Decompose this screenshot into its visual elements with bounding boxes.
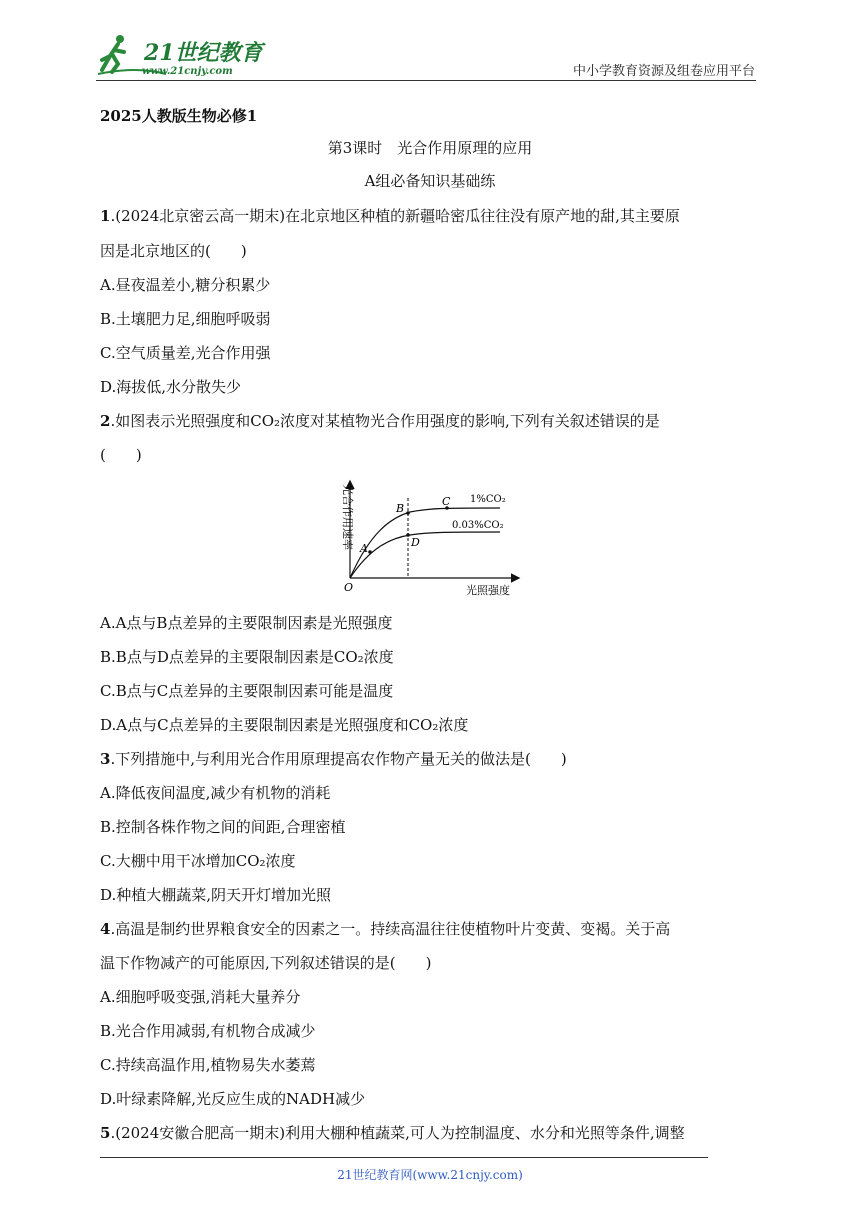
question-1-option-d: D.海拔低,水分散失少 (100, 378, 242, 396)
footer-divider (100, 1157, 708, 1158)
question-4-option-b: B.光合作用减弱,有机物合成减少 (100, 1022, 316, 1040)
question-4-stem-line-1: 4.高温是制约世界粮食安全的因素之一。持续高温往往使植物叶片变黄、变褐。关于高 (100, 920, 671, 938)
x-axis-label: 光照强度 (466, 584, 510, 597)
question-1-option-b: B.土壤肥力足,细胞呼吸弱 (100, 310, 271, 328)
question-1-stem-line-1: 1.(2024北京密云高一期末)在北京地区种植的新疆哈密瓜往往没有原产地的甜,其主要原 (100, 207, 680, 225)
footer-link[interactable]: 21世纪教育网(www.21cnjy.com) (337, 1168, 523, 1182)
question-3-option-c: C.大棚中用干冰增加CO₂浓度 (100, 852, 296, 870)
point-c-label: C (442, 495, 451, 508)
photosynthesis-graph (330, 478, 530, 600)
question-2-option-a: A.A点与B点差异的主要限制因素是光照强度 (100, 614, 393, 632)
question-number: 3 (100, 750, 111, 768)
origin-label: O (344, 581, 354, 594)
question-3-option-a: A.降低夜间温度,减少有机物的消耗 (100, 784, 331, 802)
point-a (368, 550, 372, 554)
question-4-option-d: D.叶绿素降解,光反应生成的NADH减少 (100, 1090, 366, 1108)
question-1-stem-line-2: 因是北京地区的( ) (100, 242, 247, 260)
site-logo (96, 30, 266, 80)
question-2-option-d: D.A点与C点差异的主要限制因素是光照强度和CO₂浓度 (100, 716, 469, 734)
question-1-option-a: A.昼夜温差小,糖分积累少 (100, 276, 271, 294)
question-1-option-c: C.空气质量差,光合作用强 (100, 344, 271, 362)
question-3-stem: 3.下列措施中,与利用光合作用原理提高农作物产量无关的做法是( ) (100, 750, 567, 768)
question-4-stem-line-2: 温下作物减产的可能原因,下列叙述错误的是( ) (100, 954, 432, 972)
question-number: 2 (100, 412, 111, 430)
platform-name: 中小学教育资源及组卷应用平台 (572, 64, 755, 79)
curve-1pct-co2 (350, 508, 500, 578)
question-2-stem-line-1: 2.如图表示光照强度和CO₂浓度对某植物光合作用强度的影响,下列有关叙述错误的是 (100, 412, 660, 430)
question-2-option-b: B.B点与D点差异的主要限制因素是CO₂浓度 (100, 648, 394, 666)
question-number: 5 (100, 1124, 111, 1142)
point-b-label: B (396, 502, 405, 515)
point-b (406, 511, 410, 515)
curve-003pct-label: 0.03%CO₂ (452, 520, 504, 531)
question-4-option-a: A.细胞呼吸变强,消耗大量养分 (100, 988, 301, 1006)
question-3-option-b: B.控制各株作物之间的间距,合理密植 (100, 818, 346, 836)
header-divider (96, 80, 756, 81)
point-a-label: A (360, 542, 368, 555)
curve-1pct-label: 1%CO₂ (470, 494, 506, 505)
question-3-option-d: D.种植大棚蔬菜,阴天开灯增加光照 (100, 886, 332, 904)
point-d-label: D (411, 536, 420, 549)
document-title: 2025人教版生物必修1 (100, 107, 258, 125)
logo-url-text: www.21cnjy.com (142, 66, 233, 77)
question-2-option-c: C.B点与C点差异的主要限制因素可能是温度 (100, 682, 394, 700)
question-4-option-c: C.持续高温作用,植物易失水萎蔫 (100, 1056, 316, 1074)
lesson-title: 第3课时 光合作用原理的应用 (327, 139, 533, 157)
group-title: A组必备知识基础练 (364, 172, 496, 190)
point-d (406, 533, 410, 537)
question-5-stem: 5.(2024安徽合肥高一期末)利用大棚种植蔬菜,可人为控制温度、水分和光照等条件,调整 (100, 1124, 685, 1142)
question-2-stem-line-2: ( ) (100, 446, 142, 464)
y-axis-label: 光合作用速率 (341, 484, 354, 550)
logo-main-text: 21世纪教育 (144, 40, 263, 66)
question-number: 4 (100, 920, 111, 938)
question-number: 1 (100, 207, 111, 225)
